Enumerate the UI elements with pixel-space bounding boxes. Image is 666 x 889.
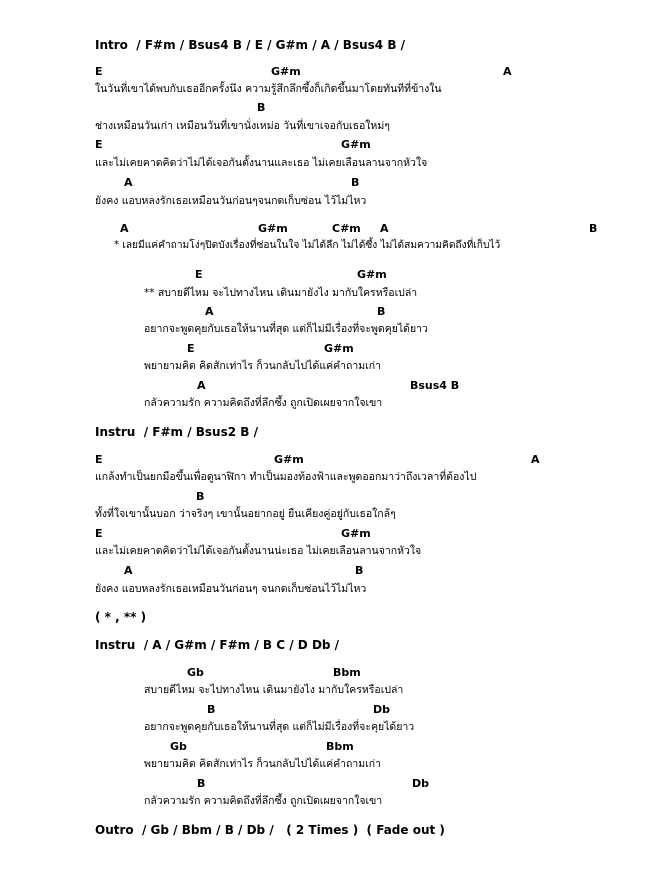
repeat-marker: ( * , ** ) (95, 610, 147, 624)
chord: B (377, 305, 386, 318)
chord: B (197, 777, 206, 790)
lyric-line: ยังคง แอบหลงรักเธอเหมือนวันก่อนๆ จนกดเก็บซ่อนไว้ไม่ไหว (95, 583, 367, 595)
chord: Bbm (326, 740, 354, 753)
intro-line: Intro / F#m / Bsus4 B / E / G#m / A / Bsus4 B / (95, 38, 406, 52)
chord: A (205, 305, 214, 318)
lyric-line: พยายามคิด คิดสักเท่าไร ก็วนกลับไปได้แค่คำถามเก่า (144, 758, 382, 770)
chord: Db (412, 777, 430, 790)
lyric-line: กลัวความรัก ความคิดถึงที่ลึกซึ้ง ถูกเปิดเผยจากใจเขา (144, 397, 383, 409)
chord: B (196, 490, 205, 503)
chord: E (187, 342, 195, 355)
chord: Gb (187, 666, 204, 679)
chord: G#m (357, 268, 387, 281)
instru-line: Instru / A / G#m / F#m / B C / D Db / (95, 638, 340, 652)
lyric-line: และไม่เคยคาดคิดว่าไม่ได้เจอกันตั้งนานน่ะเธอ ไม่เคยเลือนลานจากหัวใจ (95, 545, 422, 557)
chord: G#m (271, 65, 301, 78)
chord: A (124, 176, 133, 189)
chord: E (95, 65, 103, 78)
chord: G#m (341, 138, 371, 151)
lyric-line: สบายดีไหม จะไปทางไหน เดินมายังไง มากับใครหรือเปล่า (144, 684, 404, 696)
lyric-line: กลัวความรัก ความคิดถึงที่ลึกซึ้ง ถูกเปิดเผยจากใจเขา (144, 795, 383, 807)
chord: B (207, 703, 216, 716)
chord: Bbm (333, 666, 361, 679)
lyric-line: อยากจะพูดคุยกับเธอให้นานที่สุด แต่ก็ไม่มีเรื่องที่จะพูดคุยได้ยาว (144, 323, 428, 335)
chord: A (503, 65, 512, 78)
chord: C#m (332, 222, 361, 235)
chord: B (257, 101, 266, 114)
lyric-line: และไม่เคยคาดคิดว่าไม่ได้เจอกันตั้งนานและเธอ ไม่เคยเลือนลานจากหัวใจ (95, 157, 428, 169)
lyric-line: อยากจะพูดคุยกับเธอให้นานที่สุด แต่ก็ไม่มีเรื่องที่จะคุยได้ยาว (144, 721, 415, 733)
chord: A (197, 379, 206, 392)
chord: E (95, 453, 103, 466)
chord: G#m (258, 222, 288, 235)
lyric-line: ยังคง แอบหลงรักเธอเหมือนวันก่อนๆจนกดเก็บซ่อน ไว้ไม่ไหว (95, 195, 367, 207)
chord: G#m (324, 342, 354, 355)
chord: B (355, 564, 364, 577)
lyric-line: * เลยมีแค่คำถามโง่ๆปิดบังเรื่องที่ซ่อนในใจ ไม่ได้ลึก ไม่ได้ซึ้ง ไม่ได้สมความคิดถึงที่เก็บไว้ (114, 240, 501, 251)
chord: E (95, 527, 103, 540)
chord: E (195, 268, 203, 281)
chord: A (124, 564, 133, 577)
instru-line: Instru / F#m / Bsus2 B / (95, 425, 258, 439)
lyric-line: พยายามคิด คิดสักเท่าไร ก็วนกลับไปได้แค่คำถามเก่า (144, 360, 382, 372)
chord: A (120, 222, 129, 235)
chord: E (95, 138, 103, 151)
chord: B (589, 222, 598, 235)
lyric-line: ช่างเหมือนวันเก่า เหมือนวันที่เขานั่งเหม่อ วันที่เขาเจอกับเธอใหม่ๆ (95, 120, 390, 132)
chord: G#m (274, 453, 304, 466)
lyric-line: ทั้งที่ใจเขานั้นบอก ว่าจริงๆ เขานั้นอยากอยู่ ยืนเคียงคู่อยู่กับเธอใกล้ๆ (95, 508, 396, 520)
lyric-line: ในวันที่เขาได้พบกับเธออีกครั้งนึง ความรู้สึกลึกซึ้งก็เกิดขึ้นมาโดยทันทีที่ข้างใน (95, 83, 442, 95)
chord: A (380, 222, 389, 235)
chord: G#m (341, 527, 371, 540)
chord: Db (373, 703, 391, 716)
lyric-line: แกล้งทำเป็นยกมือขึ้นเพื่อดูนาฬิกา ทำเป็นมองท้องฟ้าและพูดออกมาว่าถึงเวลาที่ต้องไป (95, 471, 477, 483)
outro-line: Outro / Gb / Bbm / B / Db / ( 2 Times ) ( Fade out ) (95, 823, 445, 837)
chord: A (531, 453, 540, 466)
chord: Bsus4 B (410, 379, 460, 392)
lyric-line: ** สบายดีไหม จะไปทางไหน เดินมายังไง มากับใครหรือเปล่า (144, 287, 418, 299)
chord: Gb (170, 740, 187, 753)
chord: B (351, 176, 360, 189)
